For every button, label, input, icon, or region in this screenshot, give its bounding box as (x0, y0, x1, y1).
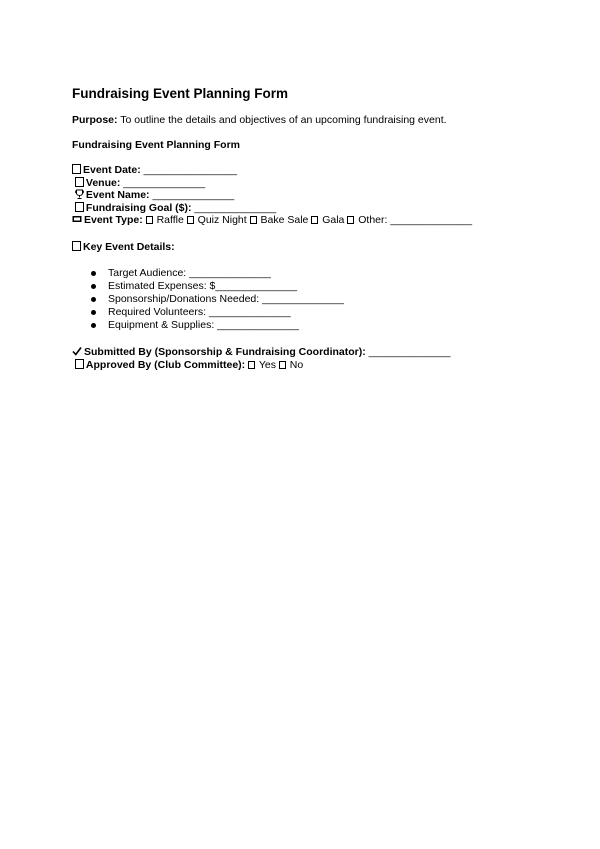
bullet-icon (91, 284, 96, 289)
purpose-label: Purpose: (72, 114, 118, 126)
approval-section (72, 346, 450, 371)
money-icon (75, 202, 84, 212)
key-details-title: Key Event Details: (83, 241, 175, 253)
equipment-supplies-item[interactable]: Equipment & Supplies: ______________ (108, 319, 299, 331)
stamp-icon (75, 359, 84, 369)
submitted-by-label: Submitted By (Sponsorship & Fundraising Coordinator): (84, 346, 366, 358)
list-item (90, 280, 344, 293)
gala-option: Gala (319, 214, 348, 227)
event-name-label: Event Name: (85, 189, 150, 202)
fundraising-goal-label: Fundraising Goal ($): (85, 201, 192, 214)
key-details-list (90, 267, 344, 332)
venue-label: Venue: (85, 176, 121, 189)
required-volunteers-item[interactable]: Required Volunteers: ______________ (108, 306, 291, 318)
list-item (90, 319, 344, 332)
bullet-icon (91, 271, 96, 276)
quiz-night-checkbox[interactable] (187, 216, 194, 224)
event-name-blank[interactable]: ______________ (149, 189, 235, 202)
event-date-label: Event Date: (83, 164, 141, 176)
yes-option: Yes (256, 358, 279, 371)
other-checkbox[interactable] (347, 216, 354, 224)
list-item (90, 306, 344, 319)
trophy-icon (75, 189, 84, 199)
ticket-icon (72, 214, 82, 224)
venue-line (72, 177, 472, 190)
key-details-heading (72, 241, 175, 253)
fundraising-goal-blank[interactable]: ______________ (191, 201, 277, 214)
bullet-icon (91, 297, 96, 302)
checkmark-icon (72, 346, 82, 356)
bullet-icon (91, 323, 96, 328)
venue-blank[interactable]: ______________ (120, 176, 206, 189)
raffle-checkbox[interactable] (146, 216, 153, 224)
clipboard-icon (72, 241, 81, 251)
event-type-line (72, 214, 472, 227)
bake-sale-option: Bake Sale (257, 214, 312, 227)
gala-checkbox[interactable] (311, 216, 318, 224)
sponsorship-item[interactable]: Sponsorship/Donations Needed: ______________ (108, 293, 344, 305)
event-date-blank[interactable]: ________________ (140, 164, 238, 176)
event-name-line (72, 189, 472, 202)
document-title: Fundraising Event Planning Form (72, 86, 289, 101)
bake-sale-checkbox[interactable] (250, 216, 257, 224)
pin-icon (75, 177, 84, 187)
raffle-option: Raffle (153, 214, 187, 227)
no-checkbox[interactable] (279, 361, 286, 369)
event-date-line (72, 164, 472, 177)
submitted-by-blank[interactable]: ______________ (365, 346, 451, 358)
submitted-by-line (72, 346, 450, 359)
fundraising-goal-line (72, 202, 472, 215)
estimated-expenses-item[interactable]: Estimated Expenses: $______________ (108, 280, 298, 292)
purpose-text: To outline the details and objectives of an upcoming fundraising event. (117, 114, 447, 126)
bullet-icon (91, 310, 96, 315)
quiz-night-option: Quiz Night (194, 214, 250, 227)
other-option: Other: (355, 214, 391, 227)
event-fields (72, 164, 472, 227)
calendar-icon (72, 164, 81, 174)
approved-by-line (72, 359, 450, 372)
purpose-line (72, 114, 447, 126)
form-subtitle: Fundraising Event Planning Form (72, 139, 241, 151)
other-blank[interactable]: ______________ (390, 214, 473, 227)
target-audience-item[interactable]: Target Audience: ______________ (108, 267, 271, 279)
list-item (90, 293, 344, 306)
event-type-label: Event Type: (84, 214, 143, 227)
list-item (90, 267, 344, 280)
yes-checkbox[interactable] (248, 361, 255, 369)
approved-by-label: Approved By (Club Committee): (85, 358, 246, 371)
no-option: No (286, 358, 304, 371)
